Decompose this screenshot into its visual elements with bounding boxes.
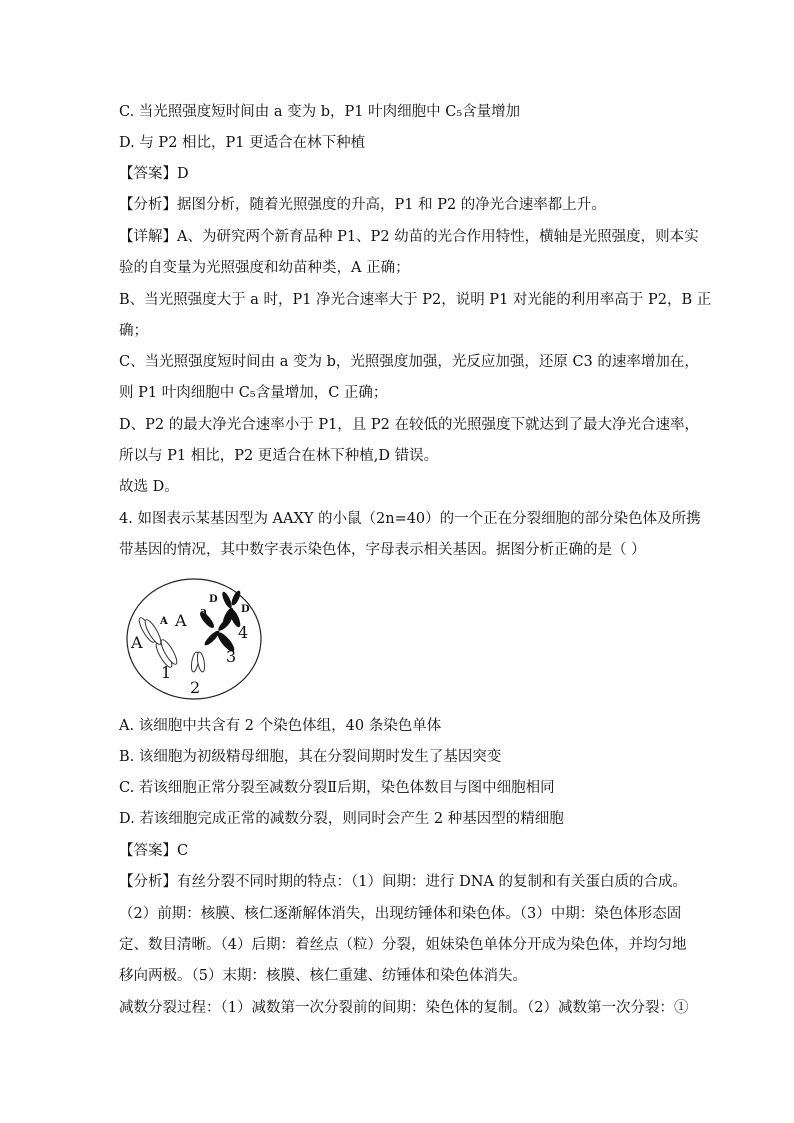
label-chromosome-1: 1	[161, 663, 172, 682]
detail-line-4: 确；	[119, 323, 148, 339]
option-a: A. 该细胞中共含有 2 个染色体组，40 条染色单体	[119, 718, 442, 734]
detail-line-8: 所以与 P1 相比，P2 更适合在林下种植,D 错误。	[119, 448, 439, 464]
option-d: D. 若该细胞完成正常的减数分裂，则同时会产生 2 种基因型的精细胞	[119, 811, 564, 827]
chromosome-1	[137, 616, 180, 669]
label-gene-D-right: D	[241, 604, 250, 615]
option-c-prev: C. 当光照强度短时间由 a 变为 b，P1 叶肉细胞中 C₅含量增加	[119, 104, 521, 120]
meiosis-line-1: 减数分裂过程：（1）减数第一次分裂前的间期：染色体的复制。（2）减数第一次分裂：①	[119, 1000, 689, 1016]
answer-prev: 【答案】D	[119, 166, 189, 182]
label-chromosome-3: 3	[226, 647, 237, 666]
detail-line-6: 则 P1 叶肉细胞中 C₅含量增加，C 正确；	[119, 385, 388, 401]
option-c: C. 若该细胞正常分裂至减数分裂Ⅱ后期，染色体数目与图中细胞相同	[119, 780, 555, 796]
option-d-prev: D. 与 P2 相比，P1 更适合在林下种植	[119, 135, 366, 151]
label-gene-A-small-left: A	[160, 616, 168, 627]
label-chromosome-2: 2	[190, 678, 201, 697]
question-4-line-2: 带基因的情况，其中数字表示染色体，字母表示相关基因。据图分析正确的是（ ）	[119, 542, 646, 558]
label-chromosome-4: 4	[238, 623, 249, 642]
analysis-line-3: 定、数目清晰。（4）后期：着丝点（粒）分裂，姐妹染色单体分开成为染色体，并均匀地	[119, 937, 687, 953]
label-gene-a-small: a	[200, 605, 208, 618]
detail-line-1: 【详解】A、为研究两个新育品种 P1、P2 幼苗的光合作用特性，横轴是光照强度，则本实	[119, 229, 699, 245]
label-gene-A-big-mid: A	[175, 611, 187, 630]
detail-line-5: C、当光照强度短时间由 a 变为 b，光照强度加强，光反应加强，还原 C3 的速率增加在，	[119, 354, 699, 370]
detail-line-7: D、P2 的最大净光合速率小于 P1，且 P2 在较低的光照强度下就达到了最大净光合速率，	[119, 417, 700, 433]
chromosome-2	[190, 652, 206, 673]
label-gene-D-left: D	[209, 594, 218, 605]
label-gene-A-big-left: A	[131, 633, 143, 652]
detail-line-3: B、当光照强度大于 a 时，P1 净光合速率大于 P2，说明 P1 对光能的利用率高于 P2，B 正	[119, 292, 712, 308]
answer: 【答案】C	[119, 843, 189, 859]
question-4-line-1: 4. 如图表示某基因型为 AAXY 的小鼠（2n=40）的一个正在分裂细胞的部分染色体及所携	[119, 511, 701, 527]
cell-chromosome-figure	[119, 572, 269, 707]
analysis-line-1: 【分析】有丝分裂不同时期的特点：（1）间期：进行 DNA 的复制和有关蛋白质的合成。	[119, 874, 687, 890]
conclusion-prev: 故选 D。	[119, 479, 179, 495]
analysis-prev: 【分析】据图分析，随着光照强度的升高，P1 和 P2 的净光合速率都上升。	[119, 197, 606, 213]
analysis-line-4: 移向两极。（5）末期：核膜、核仁重建、纺锤体和染色体消失。	[119, 968, 527, 984]
option-b: B. 该细胞为初级精母细胞，其在分裂间期时发生了基因突变	[119, 749, 502, 765]
detail-line-2: 验的自变量为光照强度和幼苗种类，A 正确；	[119, 260, 410, 276]
analysis-line-2: （2）前期：核膜、核仁逐渐解体消失，出现纺锤体和染色体。（3）中期：染色体形态固	[119, 906, 682, 922]
